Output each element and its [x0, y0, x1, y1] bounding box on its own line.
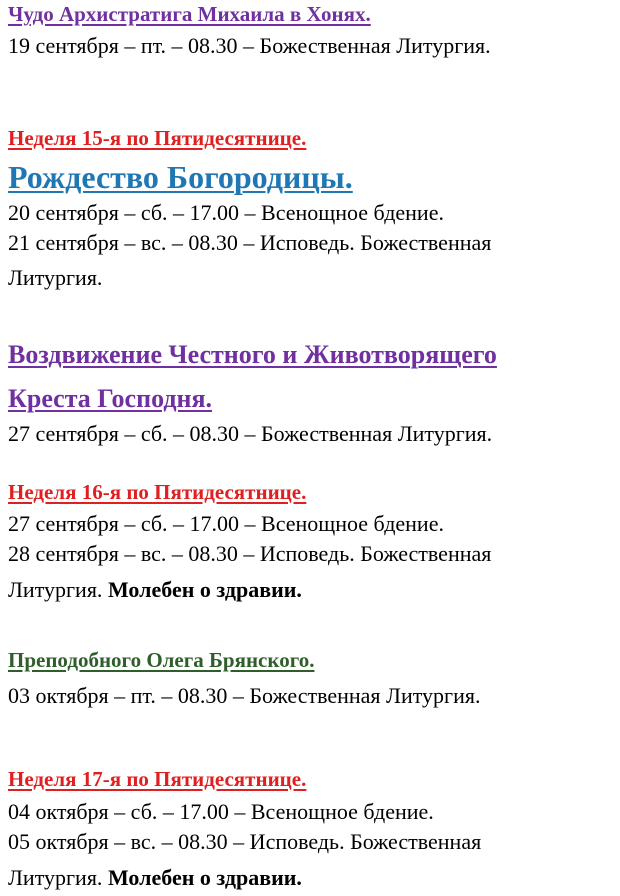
schedule-line: 19 сентября – пт. – 08.30 – Божественная Литургия. — [8, 33, 491, 58]
schedule-line: 28 сентября – вс. – 08.30 – Исповедь. Божественная — [8, 541, 492, 566]
schedule-line: 21 сентября – вс. – 08.30 – Исповедь. Божественная — [8, 230, 492, 255]
section-title: Чудо Архистратига Михаила в Хонях. — [8, 2, 371, 26]
schedule-line: 27 сентября – сб. – 08.30 – Божественная Литургия. — [8, 421, 493, 446]
molieben-bold-text: Молебен о здравии. — [107, 577, 302, 602]
section-title: Преподобного Олега Брянского. — [8, 648, 315, 672]
feast-title: Рождество Богородицы. — [8, 159, 353, 195]
schedule-line: 27 сентября – сб. – 17.00 – Всенощное бдение. — [8, 511, 444, 536]
feast-nativity-theotokos — [8, 158, 353, 196]
schedule-line: 20 сентября – сб. – 17.00 – Всенощное бдение. — [8, 200, 444, 225]
section-title: Неделя 16-я по Пятидесятнице. — [8, 480, 307, 504]
section-week-17 — [8, 769, 306, 790]
section-oleg-bryansky — [8, 650, 314, 671]
section-week-16 — [8, 482, 306, 503]
schedule-line: 03 октября – пт. – 08.30 – Божественная Литургия. — [8, 683, 481, 708]
molieben-bold-text: Молебен о здравии. — [107, 865, 302, 890]
schedule-text: Литургия. — [8, 865, 103, 890]
schedule-line: Литургия. — [8, 265, 103, 290]
section-title-line-2: Креста Господня. — [8, 384, 213, 413]
schedule-line-with-bold — [8, 574, 302, 606]
section-week-15 — [8, 128, 306, 149]
schedule-line-with-bold — [8, 862, 302, 894]
section-title: Неделя 15-я по Пятидесятнице. — [8, 126, 307, 150]
section-archangel-michael — [8, 4, 371, 25]
schedule-line: 04 октября – сб. – 17.00 – Всенощное бдение. — [8, 799, 434, 824]
schedule-line: 05 октября – вс. – 08.30 – Исповедь. Божественная — [8, 829, 482, 854]
section-exaltation-cross — [8, 333, 497, 421]
schedule-text: Литургия. — [8, 577, 103, 602]
section-title: Неделя 17-я по Пятидесятнице. — [8, 767, 307, 791]
section-title-line-1: Воздвижение Честного и Животворящего — [8, 340, 497, 369]
